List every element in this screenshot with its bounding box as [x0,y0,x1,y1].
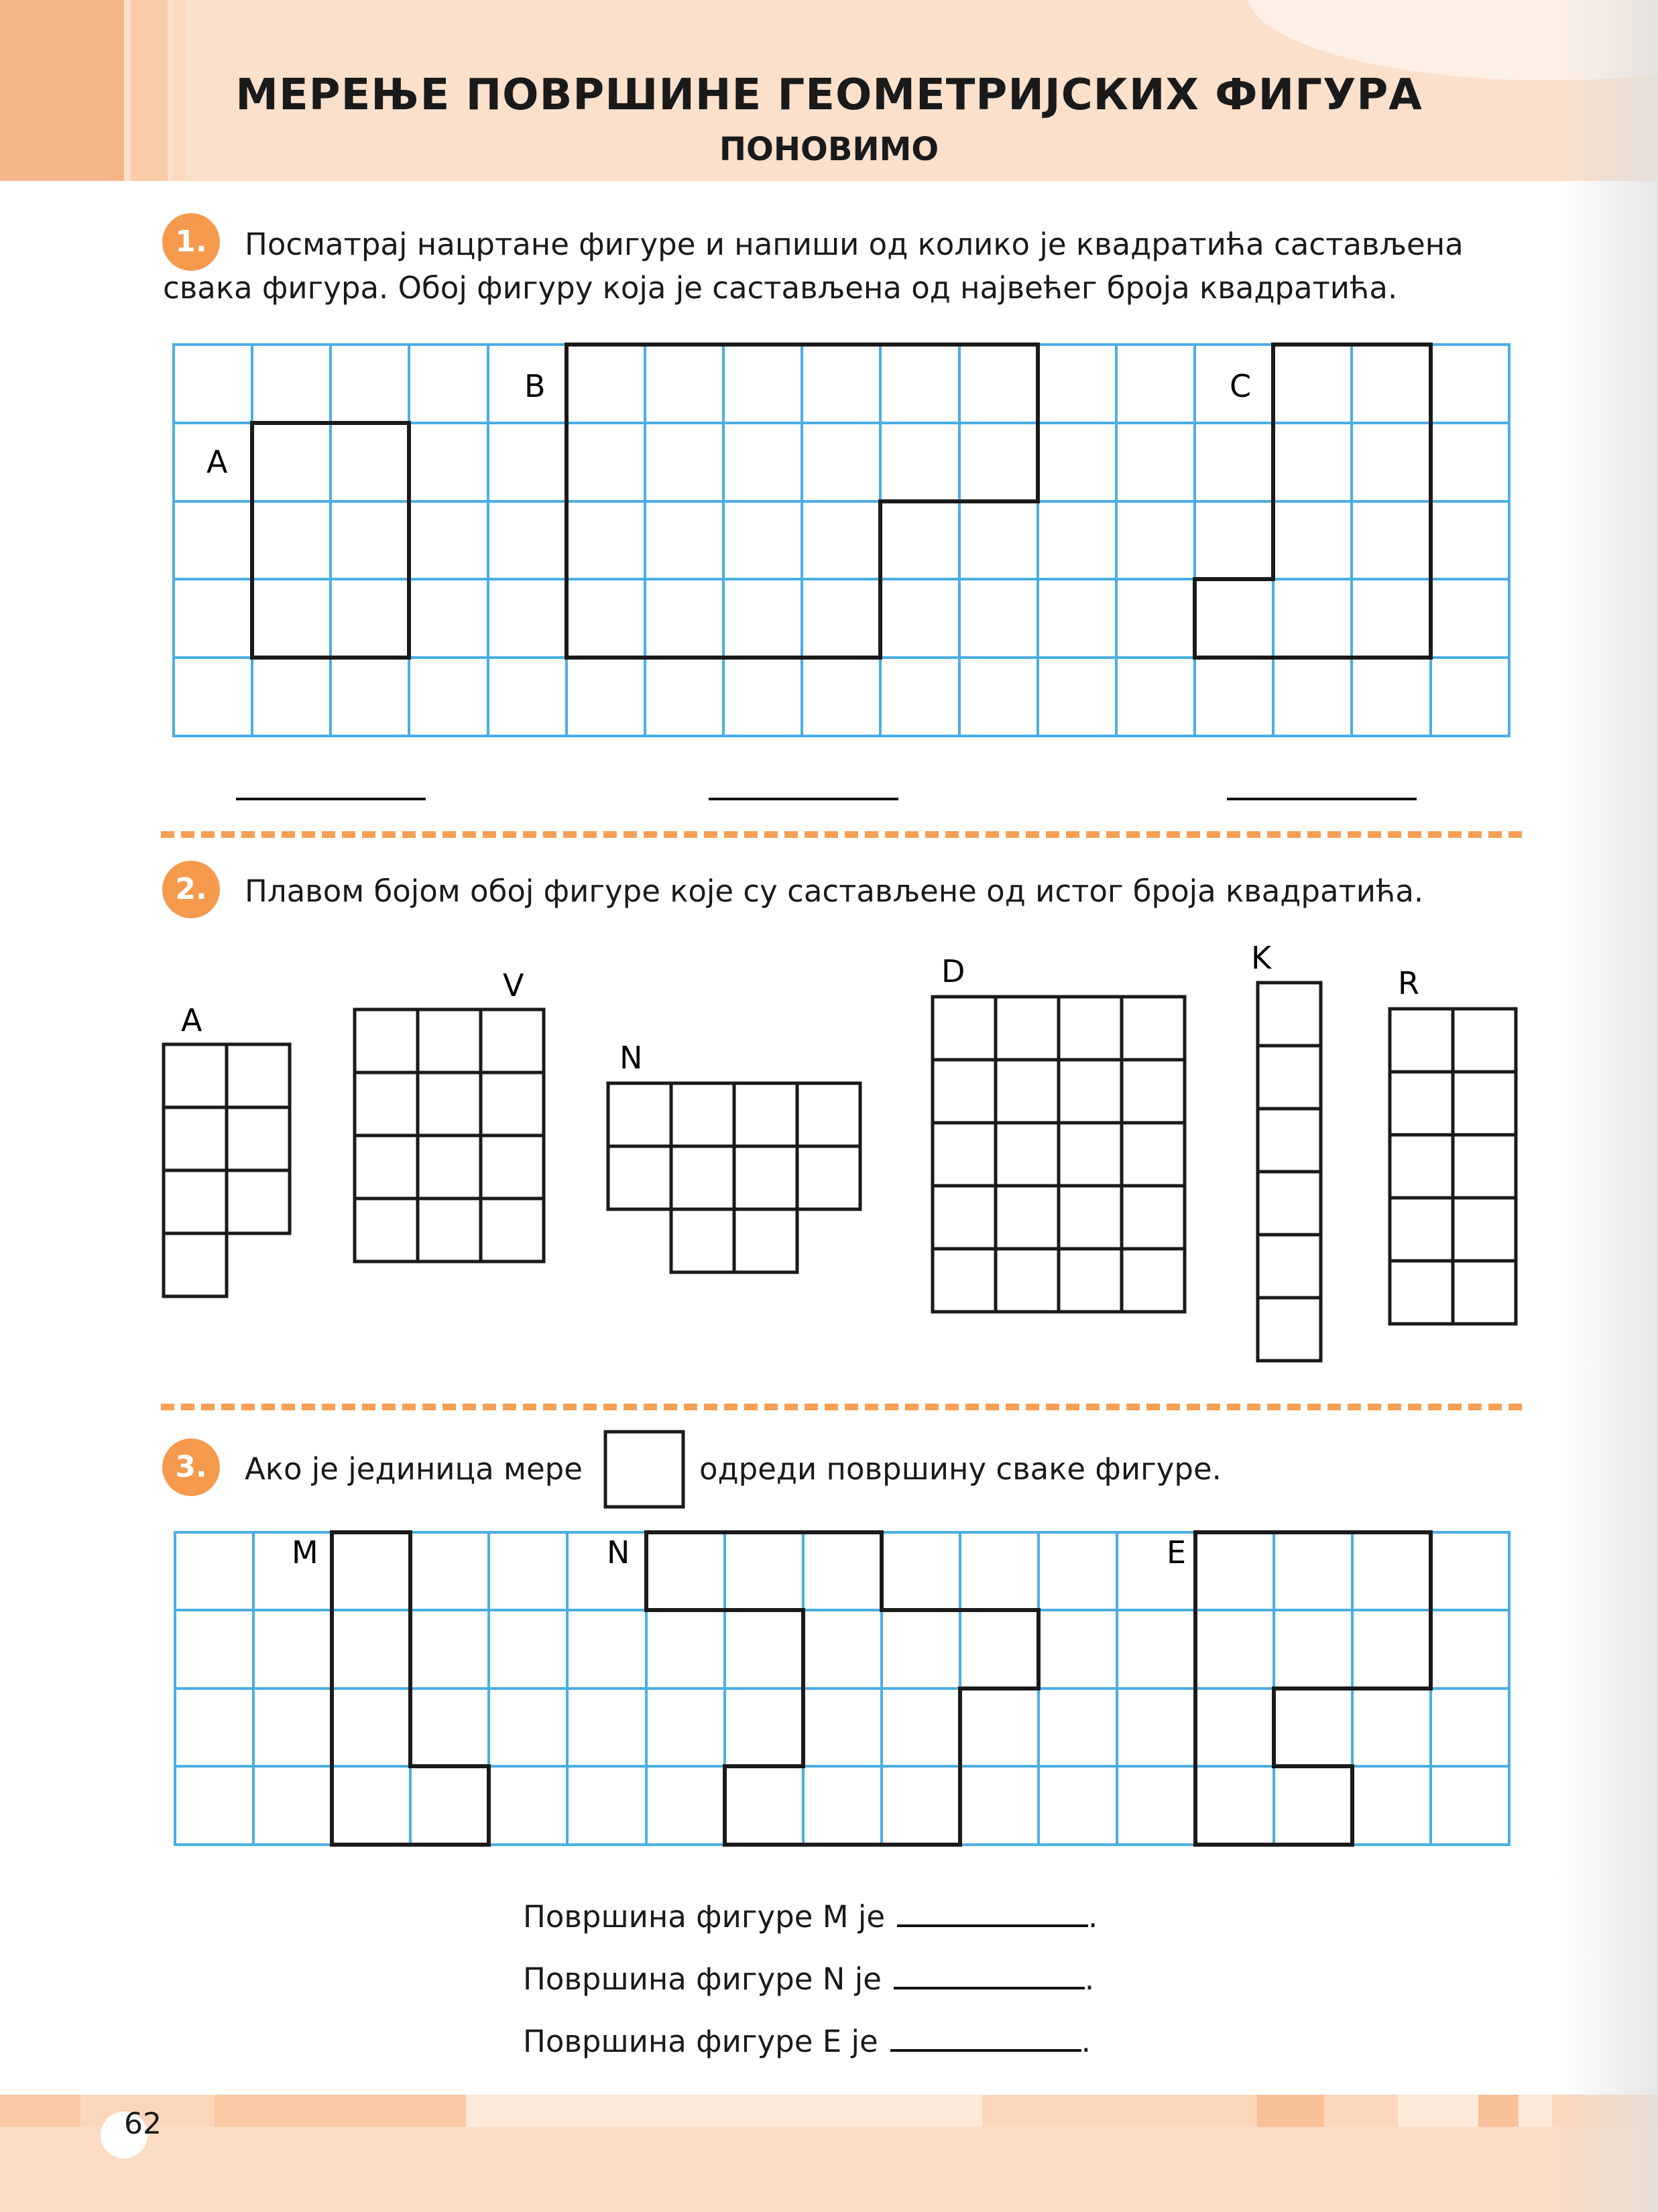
answer-prefix: Површина фигуре E је [523,2024,878,2059]
section-divider [161,831,1522,838]
answer-end: . [1081,2024,1091,2059]
task2-figure-k [1258,983,1321,1361]
task-number-badge: 2. [162,861,220,918]
task2-figure-a [164,1044,290,1296]
page-number: 62 [124,2107,162,2141]
answer-blank-b[interactable] [709,798,898,800]
task2-label-v: V [503,967,524,1003]
task2-label-d: D [941,953,965,989]
task3-text-before: Ако је јединица мере [245,1451,583,1487]
task2-text: Плавом бојом обој фигуре које су састављене од истог броја квадратића. [245,873,1424,909]
task1-label-b: B [524,368,546,404]
task2-figure-v [355,1009,544,1262]
task2-label-k: K [1251,940,1272,976]
task1-grid [174,345,1509,736]
answer-end: . [1084,1961,1095,1997]
task3-label-n: N [607,1534,630,1571]
task2-label-a: A [181,1002,202,1038]
task1-text-line2: свака фигура. Обој фигуру која је састављена од највећег броја квадратића. [163,270,1398,306]
task2-figure-r [1390,1009,1516,1324]
task2-figure-d [933,997,1185,1312]
footer-strip [0,2095,1658,2127]
answer-line-e [523,2024,1091,2059]
answer-prefix: Површина фигуре N је [523,1961,882,1997]
task3-label-m: M [292,1534,318,1571]
task2-label-n: N [619,1040,643,1076]
answer-prefix: Површина фигуре M је [523,1899,886,1934]
section-divider [161,1404,1522,1410]
task2-label-r: R [1398,965,1419,1001]
page-subtitle: ПОНОВИМО [719,131,939,168]
task3-label-e: E [1167,1534,1187,1571]
page-edge-shadow [1557,0,1658,2212]
task1-label-a: A [206,444,228,480]
unit-square [605,1432,683,1507]
answer-blank-a[interactable] [236,798,426,800]
task-number-badge: 3. [162,1438,220,1496]
answer-line-n [523,1961,1094,1997]
task1-text-line1: Посматрај нацртане фигуре и напиши од колико је квадратића састављена [245,227,1464,262]
answer-blank-c[interactable] [1227,798,1417,800]
task-number-badge: 1. [162,213,220,271]
task2-figure-n [608,1083,860,1272]
answer-blank-n[interactable] [894,1987,1085,1989]
answer-end: . [1088,1899,1098,1934]
task3-text-after: одреди површину сваке фигуре. [699,1451,1222,1487]
task1-label-c: C [1230,368,1252,404]
page-title: МЕРЕЊЕ ПОВРШИНЕ ГЕОМЕТРИЈСКИХ ФИГУРА [235,70,1423,120]
answer-blank-m[interactable] [897,1924,1088,1927]
answer-blank-e[interactable] [890,2049,1081,2052]
answer-line-m [523,1899,1098,1934]
